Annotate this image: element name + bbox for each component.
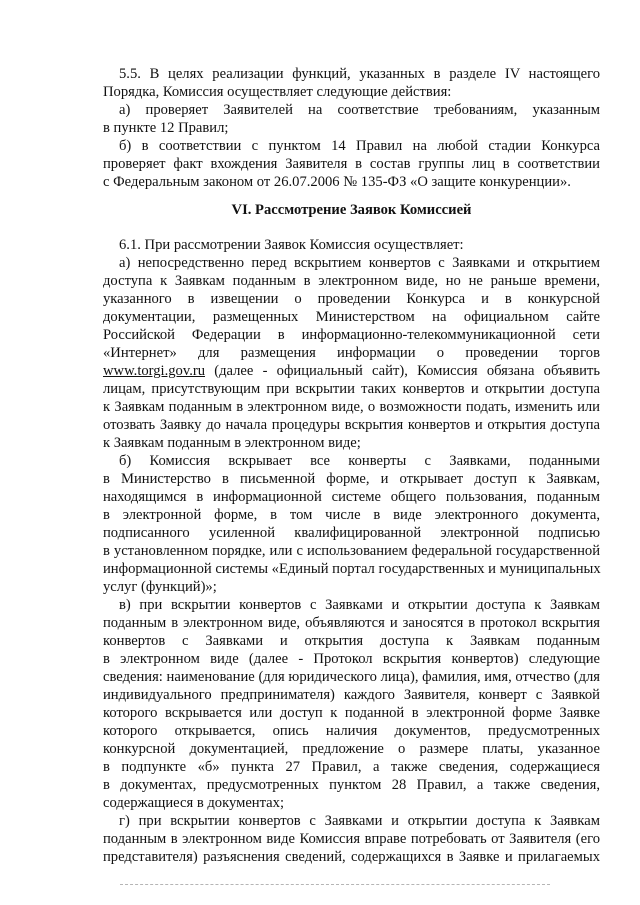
paragraph-line: подписанного усиленной квалифицированной электронной подписью [103, 525, 600, 541]
paragraph-line: конкурсной документацией, предложение о размере платы, указанное [103, 741, 600, 757]
paragraph-line-text: (далее - официальный сайт), Комиссия обязана объявить [214, 363, 600, 379]
paragraph-line: а) непосредственно перед вскрытием конвертов с Заявками и открытием [119, 255, 600, 271]
paragraph-line: б) Комиссия вскрывает все конверты с Заявками, поданными [119, 453, 600, 469]
paragraph-line: находящимся в информационной системе общего пользования, поданным [103, 489, 600, 505]
paragraph-line: а) проверяет Заявителей на соответствие требованиям, указанным [119, 102, 600, 118]
paragraph-line: в Министерство в письменной форме, и открывает доступ к Заявкам, [103, 471, 600, 487]
paragraph-line: которого открывается, опись наличия документов, предусмотренных [103, 723, 600, 739]
paragraph-line: с Федеральным законом от 26.07.2006 № 135-ФЗ «О защите конкуренции». [103, 174, 571, 190]
paragraph-line: в подпункте «б» пункта 27 Правил, а также сведения, содержащиеся [103, 759, 600, 775]
paragraph-line: б) в соответствии с пунктом 14 Правил на любой стадии Конкурса [119, 138, 600, 154]
paragraph-line: г) при вскрытии конвертов с Заявками и открытии доступа к Заявкам [119, 813, 600, 829]
paragraph-line: индивидуального предпринимателя) каждого Заявителя, конверт с Заявкой [103, 687, 600, 703]
paragraph-line: 6.1. При рассмотрении Заявок Комиссия осуществляет: [119, 237, 464, 253]
paragraph-line: доступа к Заявкам поданным в электронном виде, но не раньше времени, [103, 273, 600, 289]
paragraph-line: содержащиеся в документах; [103, 795, 284, 811]
paragraph-line: информационной системы «Единый портал государственных и муниципальных [103, 561, 601, 577]
paragraph-line: документации, размещенных Министерством на официальном сайте [103, 309, 600, 325]
paragraph-line: отозвать Заявку до начала процедуры вскрытия конвертов и открытия доступа [103, 417, 600, 433]
paragraph-line: конвертов с Заявками и открытия доступа к Заявкам поданным [103, 633, 600, 649]
paragraph-line: поданным в электронном виде, объявляются и заносятся в протокол вскрытия [103, 615, 600, 631]
paragraph-line: которого вскрывается или доступ к поданной в электронной форме Заявке [103, 705, 600, 721]
paragraph-line: поданным в электронном виде Комиссия вправе потребовать от Заявителя (его [103, 831, 600, 847]
paragraph-line: к Заявкам поданным в электронном виде, о возможности подать, изменить или [103, 399, 600, 415]
page-footer-divider [120, 884, 550, 885]
paragraph-line: 5.5. В целях реализации функций, указанных в разделе IV настоящего [119, 66, 600, 82]
paragraph-line: к Заявкам поданным в электронном виде; [103, 435, 361, 451]
section-heading: VI. Рассмотрение Заявок Комиссией [231, 202, 472, 218]
paragraph-line: Российской Федерации в информационно-телекоммуникационной сети [103, 327, 600, 343]
paragraph-line: в пункте 12 Правил; [103, 120, 229, 136]
paragraph-line: проверяет факт вхождения Заявителя в состав группы лиц в соответствии [103, 156, 600, 172]
paragraph-line: Порядка, Комиссия осуществляет следующие действия: [103, 84, 452, 100]
paragraph-line: в электронном виде (далее - Протокол вскрытия конвертов) следующие [103, 651, 600, 667]
paragraph-line: указанного в извещении о проведении Конкурса и в конкурсной [103, 291, 600, 307]
paragraph-line: «Интернет» для размещения информации о проведении торгов [103, 345, 600, 361]
paragraph-line: в электронной форме, в том числе в виде электронного документа, [103, 507, 600, 523]
paragraph-line: представителя) разъяснения сведений, содержащихся в Заявке и прилагаемых [103, 849, 600, 865]
paragraph-line-with-link [103, 362, 600, 380]
paragraph-line: в) при вскрытии конвертов с Заявками и открытии доступа к Заявкам [119, 597, 600, 613]
paragraph-line: услуг (функций)»; [103, 579, 217, 595]
paragraph-line: в документах, предусмотренных пунктом 28 Правил, а также сведения, [103, 777, 600, 793]
paragraph-line: сведения: наименование (для юридического лица), фамилия, имя, отчество (для [103, 669, 600, 685]
paragraph-line: лицам, присутствующим при вскрытии таких конвертов и открытии доступа [103, 381, 600, 397]
official-site-link[interactable]: www.torgi.gov.ru [103, 363, 206, 379]
paragraph-line: в установленном порядке, или с использованием федеральной государственной [103, 543, 600, 559]
